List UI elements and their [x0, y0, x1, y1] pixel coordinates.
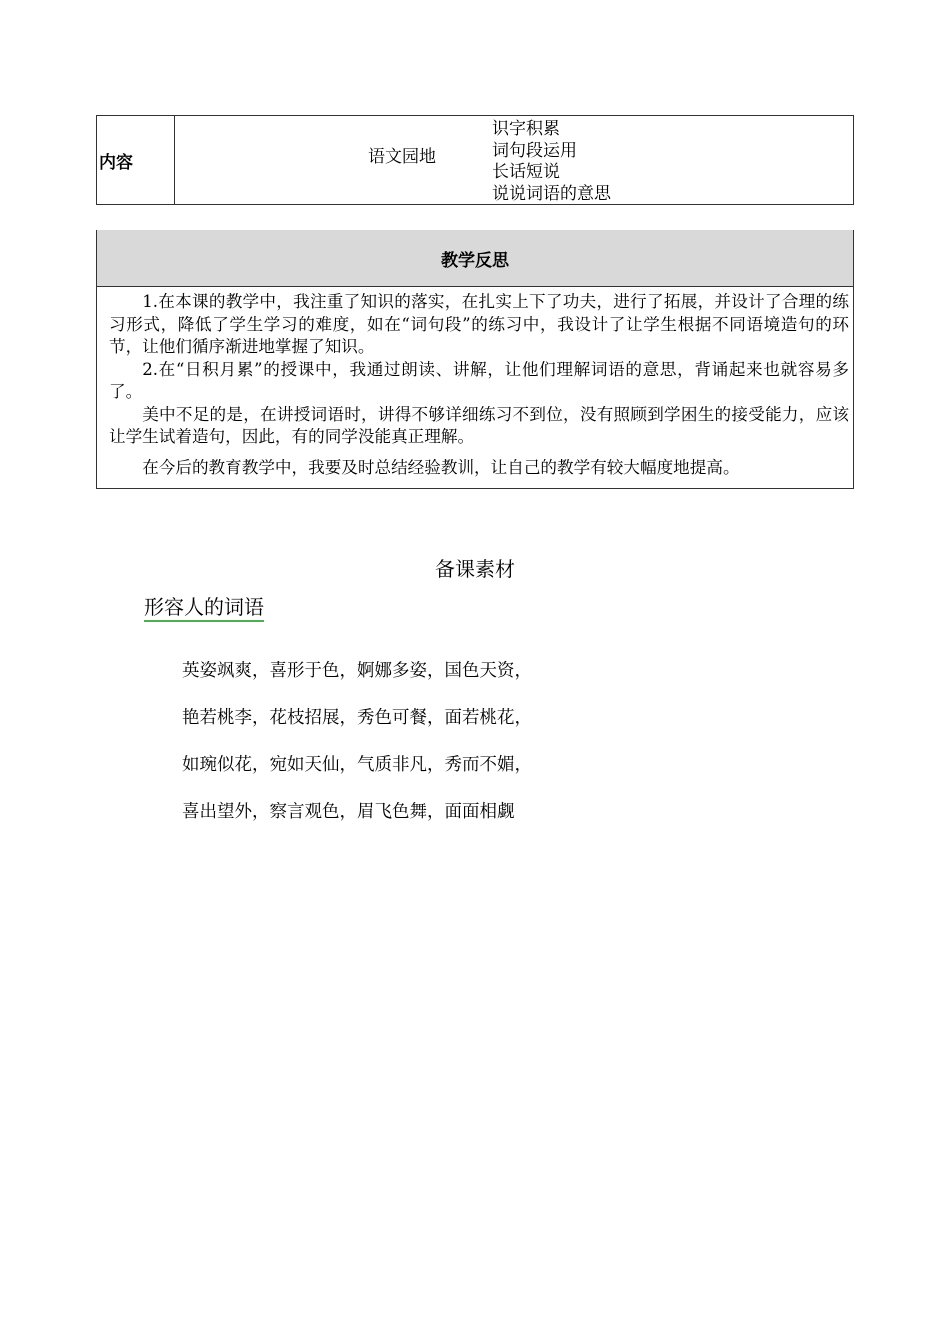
materials-subtitle: 形容人的词语 [144, 595, 264, 622]
word-line: 英姿飒爽，喜形于色，婀娜多姿，国色天资， [182, 661, 532, 681]
reflection-paragraph: 在今后的教育教学中，我要及时总结经验教训，让自己的教学有较大幅度地提高。 [142, 457, 740, 477]
reflection-table [96, 230, 854, 489]
topic-item: 长话短说 [492, 162, 560, 182]
topic-list [492, 119, 611, 205]
word-line: 喜出望外，察言观色，眉飞色舞，面面相觑 [182, 802, 515, 822]
topic-item: 识字积累 [492, 119, 560, 139]
word-line: 如琬似花，宛如天仙，气质非凡，秀而不媚， [182, 755, 532, 775]
content-label: 内容 [97, 116, 175, 204]
word-line: 艳若桃李，花枝招展，秀色可餐，面若桃花， [182, 708, 532, 728]
topic-item: 说说词语的意思 [492, 183, 611, 204]
reflection-paragraph: 1.在本课的教学中，我注重了知识的落实，在扎实上下了功夫，进行了拓展，并设计了合理的练习形式，降低了学生学习的难度，如在“词句段”的练习中，我设计了让学生根据不同语境造句的环节，让他们循序渐进地掌握了知识。 [109, 292, 849, 356]
topic-item: 词句段运用 [492, 140, 577, 161]
unit-name: 语文园地 [368, 147, 436, 167]
materials-title: 备课素材 [435, 557, 515, 581]
reflection-title: 教学反思 [97, 230, 853, 287]
content-table [96, 115, 854, 205]
content-cell [175, 116, 853, 204]
word-list [182, 658, 532, 846]
reflection-body [97, 287, 853, 479]
reflection-paragraph: 美中不足的是，在讲授词语时，讲得不够详细练习不到位，没有照顾到学困生的接受能力，应该让学生试着造句，因此，有的同学没能真正理解。 [109, 404, 849, 446]
reflection-paragraph: 2.在“日积月累”的授课中，我通过朗读、讲解，让他们理解词语的意思，背诵起来也就容易多了。 [109, 359, 849, 401]
